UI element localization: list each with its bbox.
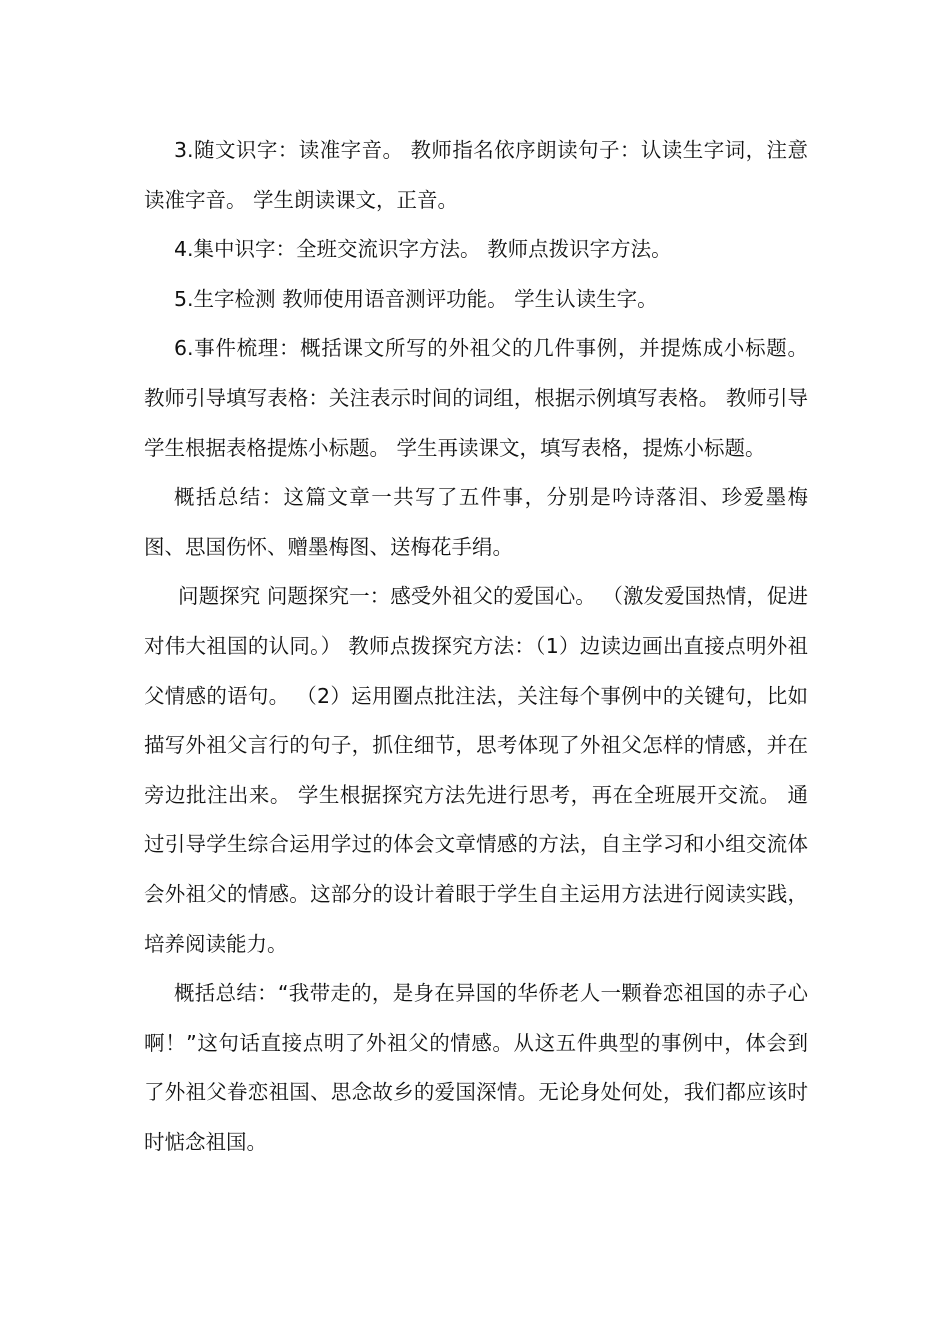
- paragraph-summary-1: 概括总结：这篇文章一共写了五件事，分别是吟诗落泪、珍爱墨梅图、思国伤怀、赠墨梅图、送梅花手绢。: [144, 485, 808, 559]
- paragraph-step-4: 4.集中识字：全班交流识字方法。 教师点拨识字方法。: [174, 237, 672, 262]
- document-body: [144, 126, 808, 1167]
- paragraph-step-5: 5.生字检测 教师使用语音测评功能。 学生认读生字。: [174, 286, 658, 311]
- paragraph-inquiry: 问题探究 问题探究一：感受外祖父的爱国心。 （激发爱国热情，促进对伟大祖国的认同。） 教师点拨探究方法：（1）边读边画出直接点明外祖父情感的语句。 （2）运用圈点批注法，关注每个事例中的关键句，比如描写外祖父言行的句子，抓住细节，思考体现了外祖父怎样的情感，并在旁边批注出来。 学生根据探究方法先进行思考，再在全班展开交流。 通过引导学生综合运用学过的体会文章情感的方法，自主学习和小组交流体会外祖父的情感。这部分的设计着眼于学生自主运用方法进行阅读实践，培养阅读能力。: [144, 584, 808, 956]
- paragraph-step-6: 6.事件梳理：概括课文所写的外祖父的几件事例，并提炼成小标题。 教师引导填写表格：关注表示时间的词组，根据示例填写表格。 教师引导学生根据表格提炼小标题。 学生再读课文，填写表格，提炼小标题。: [144, 336, 808, 460]
- paragraph-summary-2: 概括总结：“我带走的，是身在异国的华侨老人一颗眷恋祖国的赤子心啊！”这句话直接点明了外祖父的情感。从这五件典型的事例中，体会到了外祖父眷恋祖国、思念故乡的爱国深情。无论身处何处，我们都应该时时惦念祖国。: [144, 981, 808, 1154]
- paragraph-step-3: 3.随文识字：读准字音。 教师指名依序朗读句子：认读生字词，注意读准字音。 学生朗读课文，正音。: [144, 138, 808, 212]
